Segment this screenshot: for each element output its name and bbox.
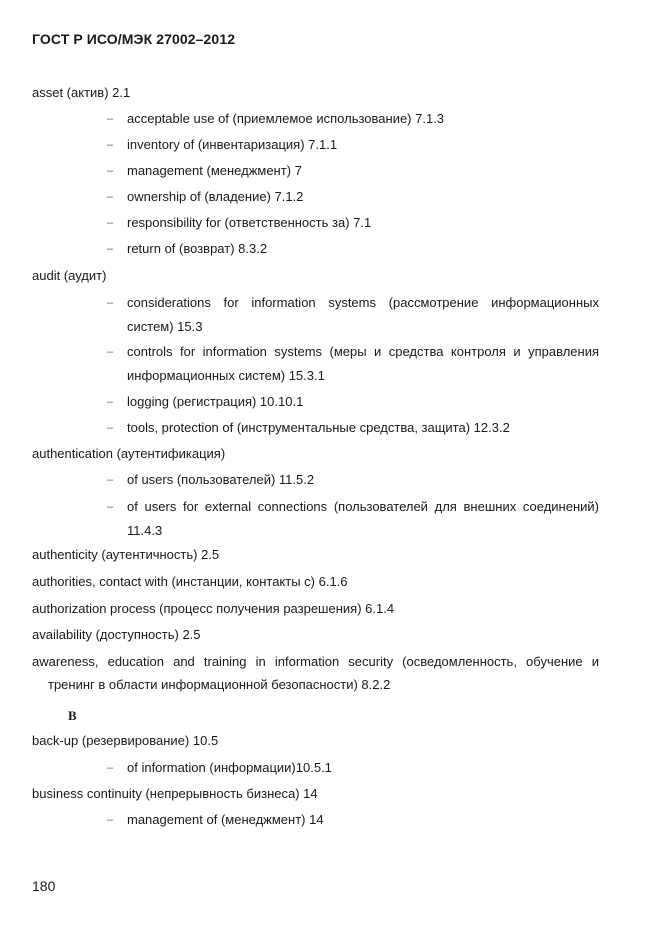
index-term-authenticity: authenticity (аутентичность) 2.5 xyxy=(32,547,220,562)
index-term-availability: availability (доступность) 2.5 xyxy=(32,627,201,642)
index-term-continuation: тренинг в области информационной безопасности) 8.2.2 xyxy=(48,677,391,692)
index-subterm: acceptable use of (приемлемое использование) 7.1.3 xyxy=(127,111,445,126)
index-term-backup: back-up (резервирование) 10.5 xyxy=(32,733,219,748)
index-term-awareness: awareness, education and training in information security (осведомленность, обучение и xyxy=(32,654,599,669)
index-term-asset: asset (актив) 2.1 xyxy=(32,85,131,100)
index-subterm: of users (пользователей) 11.5.2 xyxy=(127,472,315,487)
index-subterm: of information (информации)10.5.1 xyxy=(127,760,332,775)
page-number: 180 xyxy=(32,878,56,894)
index-subterm: of users for external connections (пользователей для внешних соединений) xyxy=(127,499,599,514)
index-term-business-continuity: business continuity (непрерывность бизнеса) 14 xyxy=(32,786,318,801)
dash-marker: – xyxy=(107,139,114,151)
dash-marker: – xyxy=(107,814,114,826)
index-subterm: ownership of (владение) 7.1.2 xyxy=(127,189,304,204)
index-subterm-continuation: информационных систем) 15.3.1 xyxy=(127,368,325,383)
index-subterm: logging (регистрация) 10.10.1 xyxy=(127,394,304,409)
index-subterm: inventory of (инвентаризация) 7.1.1 xyxy=(127,137,338,152)
dash-marker: – xyxy=(107,762,114,774)
index-subterm: considerations for information systems (рассмотрение информационных xyxy=(127,295,599,310)
index-term-authorities: authorities, contact with (инстанции, контакты с) 6.1.6 xyxy=(32,574,348,589)
index-term-authentication: authentication (аутентификация) xyxy=(32,446,226,461)
index-subterm-continuation: 11.4.3 xyxy=(127,523,163,538)
dash-marker: – xyxy=(107,474,114,486)
index-subterm: tools, protection of (инструментальные средства, защита) 12.3.2 xyxy=(127,420,510,435)
section-letter: B xyxy=(68,708,77,723)
dash-marker: – xyxy=(107,191,114,203)
index-subterm-continuation: систем) 15.3 xyxy=(127,319,203,334)
index-subterm: return of (возврат) 8.3.2 xyxy=(127,241,268,256)
index-term-authorization: authorization process (процесс получения разрешения) 6.1.4 xyxy=(32,601,395,616)
dash-marker: – xyxy=(107,243,114,255)
index-term-audit: audit (аудит) xyxy=(32,268,107,283)
document-header: ГОСТ Р ИСО/МЭК 27002–2012 xyxy=(32,31,236,47)
index-subterm: management of (менеджмент) 14 xyxy=(127,812,324,827)
dash-marker: – xyxy=(107,396,114,408)
index-subterm: responsibility for (ответственность за) 7.1 xyxy=(127,215,372,230)
dash-marker: – xyxy=(107,422,114,434)
dash-marker: – xyxy=(107,297,114,309)
dash-marker: – xyxy=(107,217,114,229)
dash-marker: – xyxy=(107,165,114,177)
dash-marker: – xyxy=(107,113,114,125)
dash-marker: – xyxy=(107,501,114,513)
index-subterm: controls for information systems (меры и средства контроля и управления xyxy=(127,344,599,359)
index-subterm: management (менеджмент) 7 xyxy=(127,163,302,178)
dash-marker: – xyxy=(107,346,114,358)
